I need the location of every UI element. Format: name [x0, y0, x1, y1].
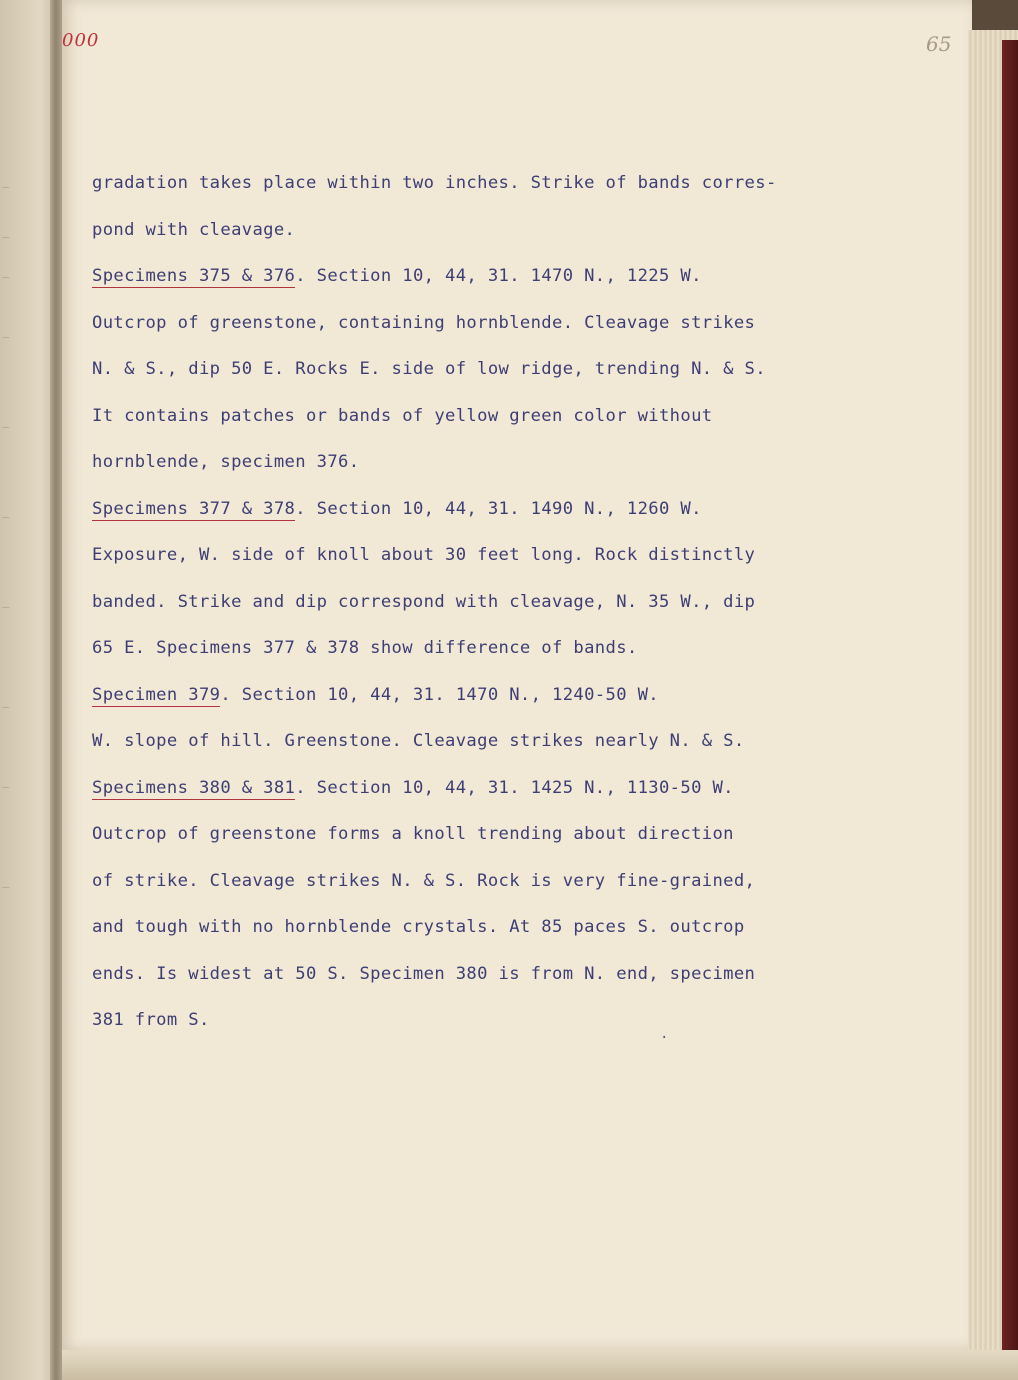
text-line: 65 E. Specimens 377 & 378 show difference of bands.	[92, 638, 638, 658]
text-line: ends. Is widest at 50 S. Specimen 380 is from N. end, specimen	[92, 963, 756, 984]
left-page-bleed: — — — — — — — — — —	[2, 180, 10, 894]
specimen-entry-377-378: Specimens 377 & 378. Section 10, 44, 31. 1490 N., 1260 W.	[92, 498, 702, 519]
page-number: 65	[926, 32, 952, 56]
text-line: W. slope of hill. Greenstone. Cleavage strikes nearly N. & S.	[92, 731, 745, 751]
text-line: N. & S., dip 50 E. Rocks E. side of low ridge, trending N. & S.	[92, 359, 766, 379]
text-line: Outcrop of greenstone forms a knoll trending about direction	[92, 824, 734, 844]
specimen-entry-379: Specimen 379. Section 10, 44, 31. 1470 N., 1240-50 W.	[92, 684, 659, 705]
ink-speck: ·	[660, 1030, 669, 1046]
book-cover-edge	[1002, 40, 1018, 1360]
text-line: and tough with no hornblende crystals. At 85 paces S. outcrop	[92, 917, 745, 937]
text-line: gradation takes place within two inches. Strike of bands corres-	[92, 173, 777, 193]
catalog-mark: 000	[62, 30, 100, 51]
typed-text-body	[92, 168, 892, 1052]
text-line: of strike. Cleavage strikes N. & S. Rock is very fine-grained,	[92, 870, 756, 891]
specimen-label: Specimens 380 & 381	[92, 777, 296, 798]
text-line: Exposure, W. side of knoll about 30 feet long. Rock distinctly	[92, 545, 756, 565]
text-line: pond with cleavage.	[92, 219, 296, 240]
text-line: 381 from S.	[92, 1010, 210, 1030]
specimen-entry-375-376: Specimens 375 & 376. Section 10, 44, 31. 1470 N., 1225 W.	[92, 266, 702, 286]
specimen-label: Specimen 379	[92, 684, 221, 705]
text-line: hornblende, specimen 376.	[92, 452, 360, 472]
text-line: Outcrop of greenstone, containing hornblende. Cleavage strikes	[92, 312, 756, 333]
specimen-label: Specimens 377 & 378	[92, 498, 296, 519]
text-line: banded. Strike and dip correspond with cleavage, N. 35 W., dip	[92, 591, 756, 612]
specimen-entry-380-381: Specimens 380 & 381. Section 10, 44, 31. 1425 N., 1130-50 W.	[92, 777, 734, 798]
specimen-label: Specimens 375 & 376	[92, 266, 296, 286]
page-bottom-edge	[62, 1350, 1018, 1380]
text-line: It contains patches or bands of yellow green color without	[92, 405, 713, 426]
